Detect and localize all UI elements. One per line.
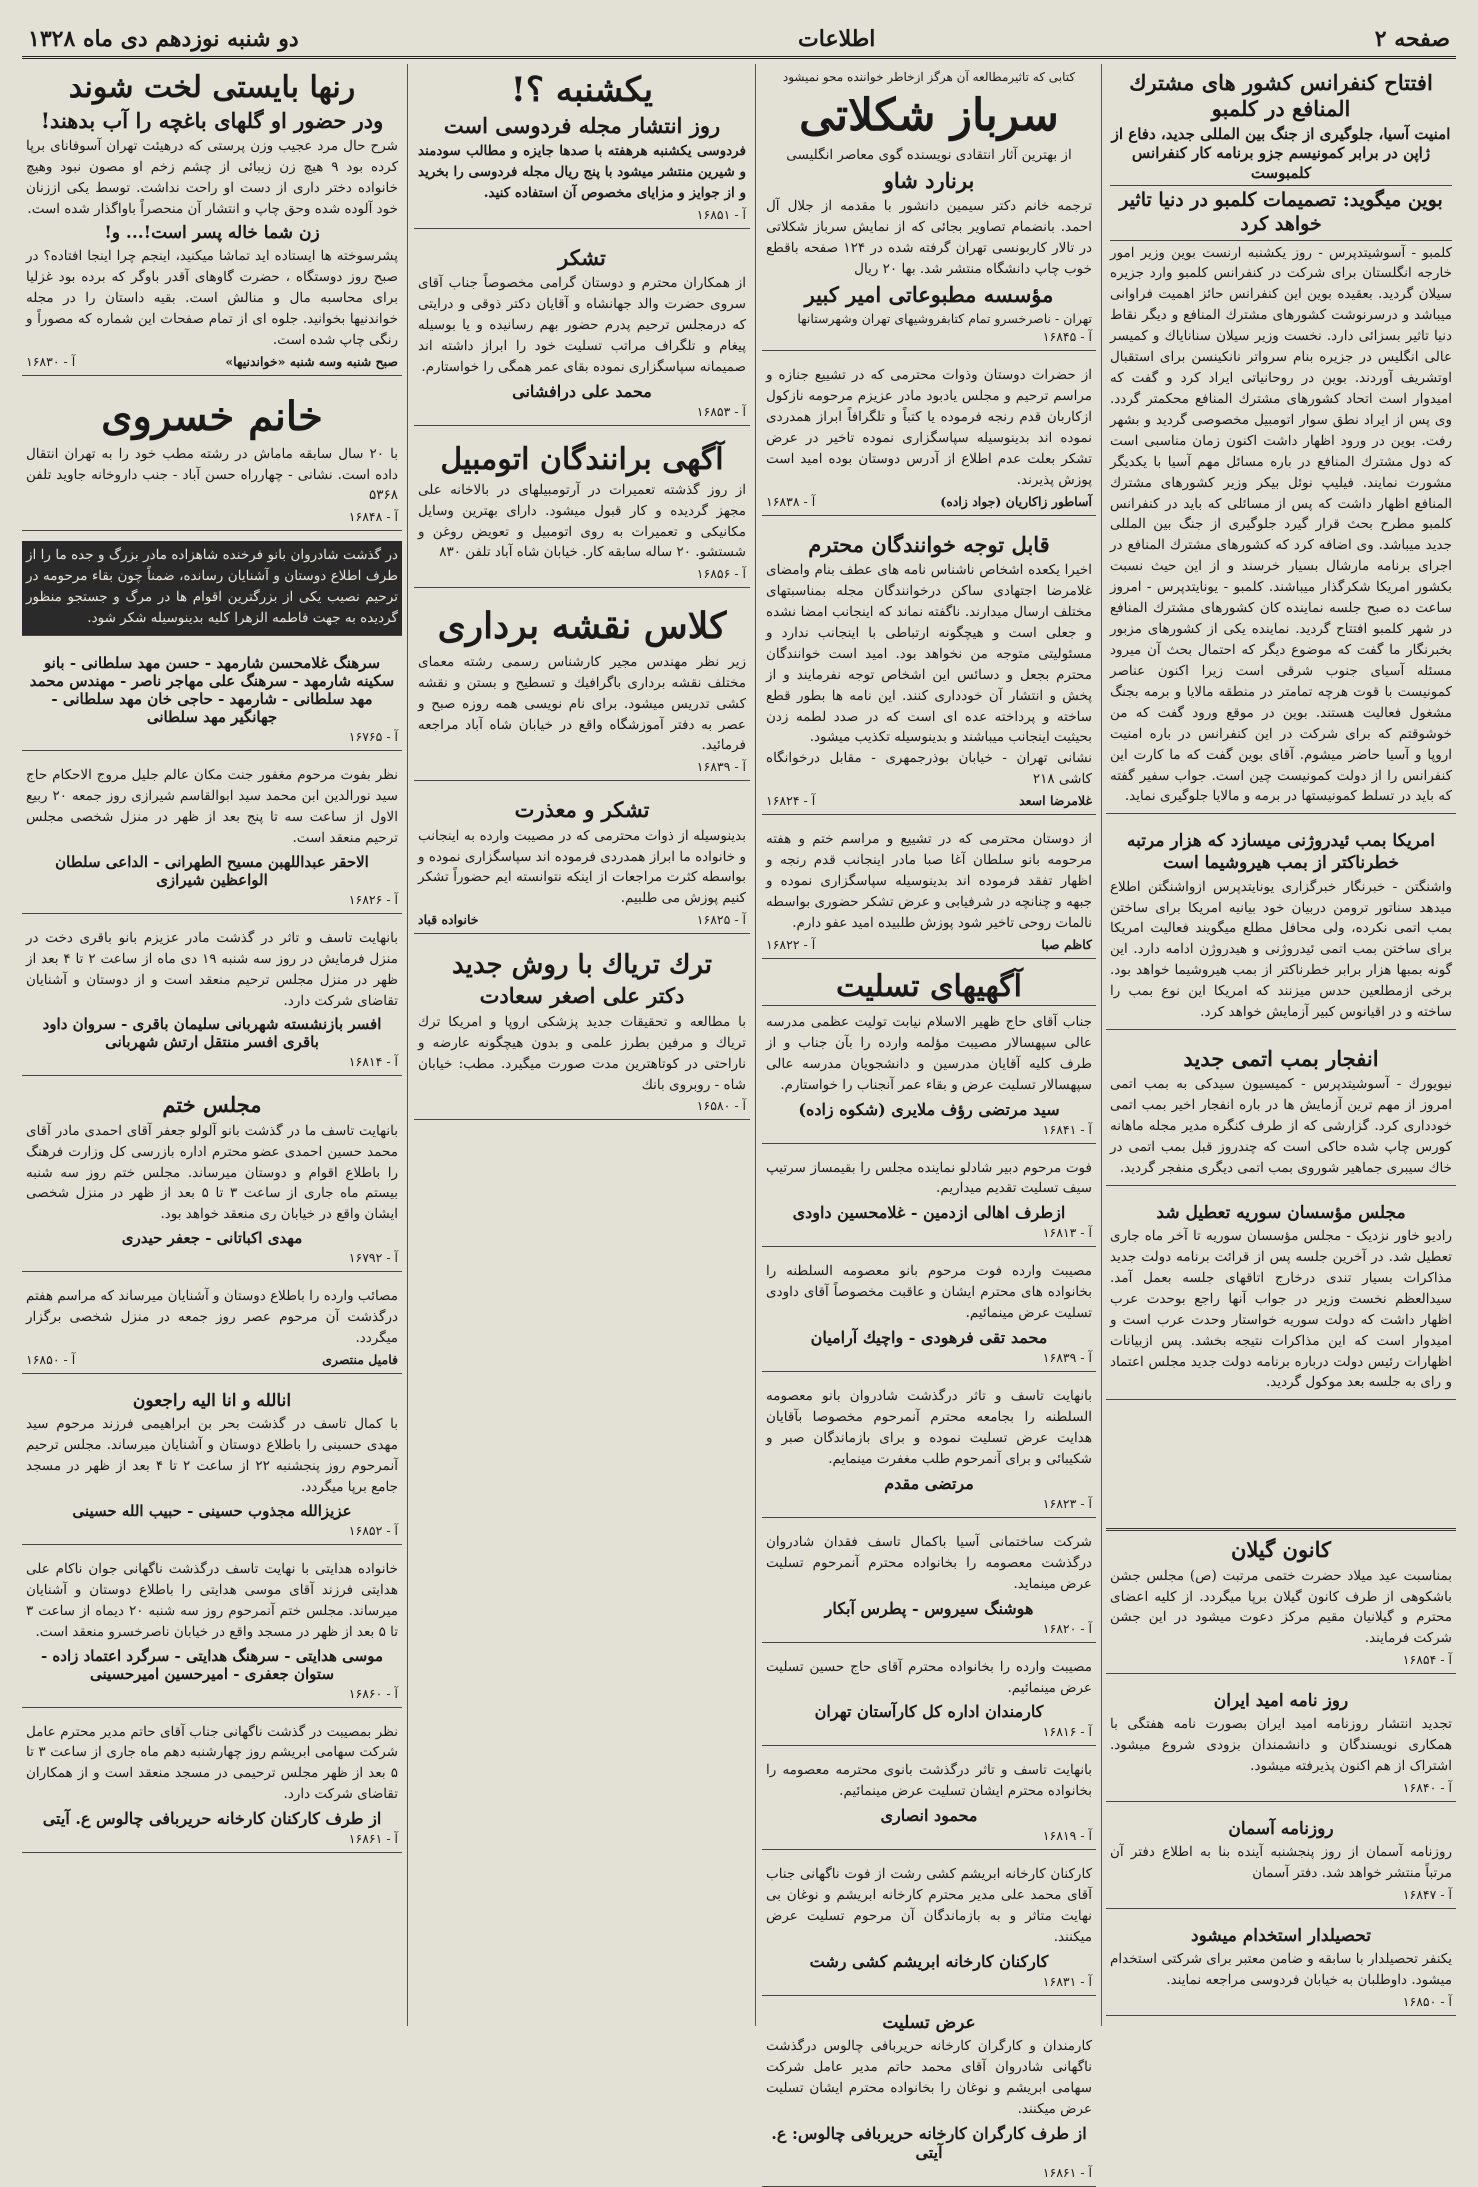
- ad-thanks-dark: [22, 541, 402, 636]
- ad-body: تجدید انتشار روزنامه امید ایران بصورت نامه هفتگی با همکاری نویسندگان و دانشمندان بزودی شروع میشود. اشتراک از هم اکنون پذیرفته میشود.: [1110, 1716, 1452, 1775]
- ad-body: بانهایت تاسف و تاثر درگذشت بانوی محترمه معصومه را بخانواده محترم ایشان تسلیت عرض مینمائیم.: [766, 1762, 1092, 1800]
- ad-code: آ - ۱۶۸۱۴: [348, 1054, 398, 1070]
- ad-code: آ - ۱۶۸۲۵: [696, 912, 746, 928]
- ad-code: آ - ۱۶۷۹۲: [348, 1250, 398, 1266]
- ad-thanks-dark-names: [22, 646, 402, 751]
- ad-code: آ - ۱۶۸۵۳: [696, 403, 746, 419]
- page-number: صفحه ۲: [1374, 26, 1450, 52]
- subheadline: روز انتشار مجله فردوسی است: [443, 112, 721, 138]
- ad-code: آ - ۱۶۸۵۲: [348, 1522, 398, 1538]
- ad-body: با کمال تاسف در گذشت بحر بن ابراهیمی فرزند مرحوم سید مهدی حسینی را باطلاع دوستان و آشنایان میرساند. مجلس ترحیم آنمرحوم روز پنجشنبه ۲۲ از ساعت ۲ تا ۴ بعد از ظهر در مسجد جامع برپا میگردد.: [26, 1416, 398, 1495]
- ad-code: آ - ۱۶۸۵۴: [1402, 1652, 1452, 1668]
- book-intro: کتابی که تاثیرمطالعه آن هرگز ازخاطر خواننده محو نمیشود: [782, 70, 1076, 84]
- ad-code: آ - ۱۶۸۱۳: [1042, 1225, 1092, 1241]
- condolence-5: [762, 1528, 1096, 1643]
- ad-body: کارمندان و کارگران کارخانه حریربافی چالوس درگذشت ناگهانی شادروان آقای محمد حاتم مدیر عامل شرکت سهامی ابریشم و نوغان را بخانواده محترم ایشان تسلیت عرض میکنند.: [766, 2038, 1092, 2117]
- ad-thanks-2: [762, 825, 1096, 959]
- book-subtitle: از بهترین آثار انتقادی نویسنده گوی معاصر انگلیسی: [786, 147, 1072, 164]
- ad-names: افسر بازنشسته شهربانی سلیمان باقری - سروان داود باقری افسر منتقل ارتش شهربانی: [42, 1015, 382, 1052]
- issue-date: دو شنبه نوزدهم دی ماه ۱۳۲۸: [28, 26, 299, 52]
- ad-opium: [414, 944, 750, 1120]
- ad-sign: محمود انصاری: [880, 1806, 978, 1826]
- ad-subhead: زن شما خاله پسر است!... و!: [104, 222, 320, 243]
- ad-code: آ - ۱۶۸۳۱: [1042, 1973, 1092, 1989]
- ad-code: آ - ۱۶۸۶۱: [1042, 2164, 1092, 2180]
- condolence-3: [762, 1257, 1096, 1372]
- article-body: نیویورك - آسوشیتدپرس - کمیسیون سیدکی به بمب اتمی امروز از مهم ترین آزمایش ها در باره انفجار اخیر بمب اتمی خودداری کرد. گزارشی که از طرف کنگره مدیر مجله ماهانه کورس چاپ شده حاکی است که چندروز قبل بمب اتمی در خاك سیبری جماهیر شوروی بمب اتمی دیگری منفجر گردید.: [1110, 1076, 1452, 1176]
- ad-body: از روز گذشته تعمیرات در آرتومبیلهای در بالاخانه علی مجهز گردیده و کار قبول میشود. دارای بهترین وسایل مکانیکی و تعمیرات به روی اتومبیل و تعویض روغن و شستشو. ۲۰ ساله سابقه کار. خیابان شاه آباد تلفن ۸۳۰: [418, 481, 746, 561]
- small-ads: [1106, 1528, 1456, 2026]
- ad-sign: کاظم صبا: [1041, 936, 1092, 952]
- notice-chalus: [22, 1718, 402, 1854]
- ad-aseman: [1106, 1812, 1456, 1909]
- ad-footer: صبح شنبه وسه شنبه «خواندنیها»: [225, 353, 398, 369]
- headline: عرض تسلیت: [882, 2012, 976, 2033]
- headline: تشکر: [558, 244, 606, 270]
- ad-sign: هوشنگ سیروس - پطرس آبکار: [824, 1598, 1034, 1618]
- ad-thanks-1: [762, 361, 1096, 516]
- paper-name: اطلاعات: [798, 26, 876, 52]
- ad-sign: فامیل منتصری: [322, 1352, 398, 1368]
- ad-sunday: [414, 64, 750, 229]
- article-syria: [1106, 1196, 1456, 1400]
- subheadline: ودر حضور او گلهای باغچه را آب بدهند!: [40, 108, 384, 133]
- notice-hedayati: [22, 1555, 402, 1708]
- ad-body: از دوستان محترمی که در تشییع و مراسم ختم و هفته مرحومه بانو سلطان آغا صبا مادر اینجانب قدم رنجه و اظهار تفقد فرموده اند بدینوسیله سپاسگزاری نموده و جبهه و چنانچه در شرفیابی و عرض تشکر حضوری بواسطه نالمات روحی تاخیر شود پوزش طلبیده امید عفو دارم.: [766, 831, 1092, 931]
- ad-book: [762, 64, 1096, 351]
- ad-code: آ - ۱۶۵۸۰: [696, 1098, 746, 1114]
- headline: مجلس مؤسسان سوریه تعطیل شد: [1156, 1202, 1406, 1223]
- ad-code: آ - ۱۶۸۳۹: [1042, 1350, 1092, 1366]
- notice-2: [22, 924, 402, 1077]
- ad-code: آ - ۱۶۸۵۰: [26, 1352, 76, 1368]
- ad-code: آ - ۱۶۸۲۲: [766, 936, 816, 952]
- section-condolences: آگهیهای تسلیت: [762, 969, 1096, 1006]
- ad-body: مصیبت وارده فوت مرحوم بانو معصومه السلطنه را بخانواده های محترم ایشان و عاقبت مخصوصاً آقای داودی تسلیت عرض مینمائیم.: [766, 1263, 1092, 1322]
- headline: تحصیلدار استخدام میشود: [1191, 1926, 1371, 1947]
- headline: کانون گیلان: [1230, 1537, 1332, 1563]
- ad-body-2: پشرسوخته ها ایستاده اید تماشا میکنید، اینجم چرا اینجا افتاده؟ در صبح روز دوستگاه ، حضرت گاوهای آقدر باوگر که برده بود غزلیا برای محاسبه مال و منالش است. بقیه داستان را در مجله خواندنیها بخوانید. جلوه ای از تمام صفحات این شماره که مصوراً و رنگی چاپ شده است.: [26, 248, 398, 348]
- headline: انفجار بمب اتمی جدید: [1183, 1046, 1379, 1072]
- article-body: واشنگتن - خبرنگار خبرگزاری یونایتدپرس ازواشنگتن اطلاع میدهد سناتور ترومن دربیان خود بیانیه امریکا برای ساختن بمب اتمی نکرده، ولی محافل مطلع میگویند فعالیت امریکا برای ساختن بمب اتمی ئیدروژنی و هیدروژن ادامه دارد. این گونه بمبها هزار برابر خطرناکتر از بمب هیروشیما خواهد بود. برخی ازمطلعین حدس میزنند که امریکا این نوع بمب را ساخته و در اقیانوس کبیر آزمایش خواهد کرد.: [1110, 878, 1452, 1021]
- ad-code: آ - ۱۶۸۴۸: [348, 509, 398, 525]
- article-body: کلمبو - آسوشیتدپرس - روز یکشنبه ارنست بوین وزیر امور خارجه انگلستان برای شرکت در کنفرانس کلمبو وارد جزیره سیلان گردید. بعقیده بوین این کنفرانس حائز اهمیت فراوانی میباشد و درسرنوشت کشورهای مشترك المنافع و دیگر نقاط دنیا تاثیر بسزائی دارد. نخست وزیر سیلان سناناياك و کمیسر عالی انگلیس در جزیره بنام سرواتر نانکینسن برای استقبال اوتشریف آوردند. بوین در روحانیاتی ایراد کرد و گفت که امیدوار است اتحاد کشورهای مشترك المنافع محکمتر گردد. وی پس از ایراد نطق سوار اتومبیل مخصوصی گردید و بشهر رفت. بوین در ورود اظهار داشت اکنون زمان مناسبی است که دول مشترك المنافع در باره مسائل مهم آسیا با یکدیگر مشورت نمایند. فیلیپ نوئل بیکر وزیر کشورهای مشترك المنافع اظهار داشت که پس از مسائلی که باید در کنفرانس کلمبو مطرح بحث قرار گیرد جلوگیری از جنگ بین المللی جدید میباشد. وی اضافه کرد که کشورهای مشترك المنافع در اجرای برنامه مارشال بسیار خرسند و از این حیث نسبت بکشور امریکا شکرگذار میباشند. کلمبو - یونایتدپرس - امروز ساعت ده صبح جلسه نماینده کان کشورهای مشترك المنافع در شهر کلمبو افتتاح گردید. نماینده یکی از کشورهای مزبور بخبرنگار ما گفت که موضوع دیگر که احتمال بحث آن میرود مسئله آسیای جنوب شرقی است زیرا اکنون عناصر کمونیست با قوت هرچه تمامتر در منطقه مالایا و برمه بجنگ مشغول فعالیت هستند. بوین در موقع ورود گفت که من خوشوقتم که برای شرکت در این کنفرانس در باره امنیت اروپا و آسیا حاضر میشوم. آقای بوین گفت که ما کارت این کنفرانس را از دولت کمونیست چین است. جواب سفیر گفته که باید در تسلط کمونیستها در برمه و مالایا جلوگیری نماید.: [1110, 244, 1452, 805]
- ad-body: شرح حال مرد عجیب وزن پرستی که درهیئت تهران آسوفانای برپا کرده بود ۹ هیچ زن زیبائی از چشم زخم او مصون نبود وهیچ خانواده دختر داری از دست او راحت نداشت. توسط یکی اززنان خود آلوده شده وحق چاپ و انتشار آن منحصراً باواگذار شده است.: [26, 138, 398, 218]
- ad-sign: غلامرضا اسعد: [1019, 793, 1092, 809]
- ad-body: نظر بمصیبت در گذشت ناگهانی جناب آقای حاتم مدیر محترم عامل شرکت سهامی ابریشم روز چهارشنبه دهم ماه جاری از ساعت ۳ تا ۵ بعد از ظهر مجلس ترحیمی در مسجد منعقد است و از همکاران تقاضای شرکت دارد.: [26, 1723, 398, 1803]
- ad-code: آ - ۱۶۸۱۹: [1042, 1828, 1092, 1844]
- ad-khandaniha: [22, 64, 402, 376]
- ad-body: بدینوسیله از ذوات محترمی که در مصیبت وارده به اینجانب و خانواده ما ابراز همدردی فرموده اند سپاسگزاری نموده و بواسطه کثرت مراجعات از اینکه نتوانسته ایم حضوراً تشکر کنیم پوزش می طلبیم.: [418, 827, 746, 907]
- book-author: برنارد شاو: [883, 168, 975, 194]
- ad-body: فوت مرحوم دبیر شادلو نماینده مجلس را بقیمساز سرتیپ سیف تسلیت تقدیم میداریم.: [766, 1159, 1092, 1197]
- ad-code: آ - ۱۶۸۵۰: [1402, 1994, 1452, 2009]
- ad-sign: محمد علی درافشانی: [512, 381, 652, 401]
- headline: رنها بایستی لخت شوند: [68, 70, 356, 105]
- ad-names: عزیزالله مجذوب حسینی - حبیب الله حسینی: [72, 1501, 352, 1520]
- notice-innalillah: [22, 1384, 402, 1545]
- ad-sign: ازطرف اهالی ازدمین - غلامحسین داودی: [792, 1203, 1066, 1223]
- ad-sign: کارمندان اداره کل کارآستان تهران: [814, 1702, 1044, 1722]
- ad-readers: [762, 526, 1096, 815]
- masthead: [22, 22, 1456, 59]
- headline: قابل توجه خوانندگان محترم: [808, 531, 1050, 557]
- headline: کلاس نقشه برداری: [437, 605, 727, 648]
- ad-sign: سید مرتضی رؤف ملایری (شکوه زاده): [798, 1099, 1060, 1119]
- ad-body: با مطالعه و تحقیقات جدید پزشکی اروپا و امریکا ترك تریاك و مرفین بطرز علمی و بدون هیچگونه عارضه و ناراحتی در کوتاهترین مدت صورت میگیرد. مطب: خیابان شاه - روبروی بانك: [418, 1013, 746, 1093]
- book-title: سرباز شکلاتی: [799, 89, 1059, 141]
- ad-body: با ۲۰ سال سابقه ماماش در رشته مطب خود را به تهران انتقال داده است. نشانی - چهارراه حسن آباد - جنب داروخانه جاوید تلفن ۵۳۶۸: [26, 445, 398, 504]
- ad-body: در گذشت شادروان بانو فرخنده شاهزاده مادر بزرگ و جده ما را از طرف اطلاع دوستان و آشنایان رسانده، ضمناً چون بقاء مرحومه در ترحیم نصیب یکی از بزرگترین اقوام ها در مرگ و جستجو منظور گردیده به جهت فاطمه الزهرا کلیه بدینوسیله شکر شود.: [26, 547, 398, 627]
- ad-khosravi: [22, 386, 402, 532]
- condolence-7: [762, 1756, 1096, 1850]
- condolence-4: [762, 1382, 1096, 1518]
- headline: یکشنبه ؟!: [510, 70, 654, 110]
- condolence-1: [762, 1008, 1096, 1144]
- ad-body: اخیرا یکعده اشخاص ناشناس نامه های عطف بنام وامضای غلامرضا اجتهادی ساکن درخوانندگان مجله بمناسبتهای مختلف ارسال میدارند. ناگفته نماند که اینجانب امضا نشده و جعلی است و هیچگونه ارتباطی با اینجانب ندارد و مسئولیتی متوجه من نخواهد بود. امید است خوانندگان محترم بجعل و دسائس این اشخاص توجه نفرمایند و از پخش و انتشار آن خودداری کنند. این نامه ها بطور قطع ساخته و پرداخته عده ای است که در صدد لطمه زدن بحیثیت اینجانب میباشند و بدینوسیله تکذیب میشود.: [766, 562, 1092, 746]
- headline: خانم خسروی: [101, 392, 323, 440]
- ad-body: بانهایت تاسف و تاثر در گذشت مادر عزیزم بانو باقری دخت در منزل فرمایش در روز سه شنبه ۱۹ دی ماه از ساعت ۲ تا ۴ بعد از ظهر در منزل مجلس ترحیم منعقد است و از دوستان و آشنایان تقاضای شرکت دارد.: [26, 929, 398, 1009]
- headline: آگهی برانندگان اتومبیل: [440, 441, 724, 477]
- ad-sign: خانواده قباد: [418, 912, 479, 928]
- ad-code: آ - ۱۶۸۵۱: [696, 206, 746, 222]
- headline: ترك تریاك با روش جدید: [452, 950, 712, 981]
- article-colombo: [1106, 64, 1456, 814]
- column-ads-2: [414, 64, 750, 2026]
- ad-code: آ - ۱۶۸۵۶: [696, 566, 746, 582]
- ad-code: آ - ۱۶۸۲۴: [766, 793, 816, 809]
- ad-body: یکنفر تحصیلدار با سابقه و ضامن معتبر برای شرکتی استخدام میشود. داوطلبان به خیابان فردوسی مراجعه نمایند.: [1110, 1951, 1452, 1989]
- ad-body: بانهایت تاسف و تاثر درگذشت شادروان بانو معصومه السلطنه را بجامعه محترم آنمرحوم مخصوصا بآقایان هدایت عرض تسلیت نموده و برای بازماندگان صبر و شکیبائی و برای آنمرحوم طلب مغفرت مینمایم.: [766, 1388, 1092, 1467]
- ad-body: مصائب وارده را باطلاع دوستان و آشنایان میرساند که مراسم هفتم درگذشت آن مرحوم عصر روز جمعه در منزل شخصی برگزار میگردد.: [26, 1288, 398, 1347]
- ad-code: آ - ۱۶۷۶۵: [348, 729, 398, 745]
- ad-body: مصیبت وارده را بخانواده محترم آقای حاج حسین تسلیت عرض مینمائیم.: [766, 1658, 1092, 1696]
- headline-bevin: بوین میگوید: تصمیمات کلمبو در دنیا تاثیر خواهد کرد: [1110, 185, 1452, 241]
- ad-body: از همکاران محترم و دوستان گرامی مخصوصاً جناب آقای سروی حضرت والد جهانشاه و آقایان دکتر ذوقی و درایتی که درمجلس ترحیم پدرم حضور بهم رسانیده و یا بوسیله پیغام و تلگراف مراتب تسلیت خود را ابراز داشته اند صمیمانه سپاسگزاری نموده بقای عمر همگی را خواستارم.: [418, 275, 746, 375]
- ad-body: روزنامه آسمان از روز پنجشنبه آینده بنا به اطلاع دفتر آن مرتباً منتشر خواهد شد. دفتر آسمان: [1110, 1844, 1452, 1882]
- column-ads-3: [22, 64, 402, 2026]
- headline: روزنامه آسمان: [1228, 1819, 1334, 1840]
- condolence-2: [762, 1154, 1096, 1248]
- ad-body: فردوسی یکشنبه هرهفته با صدها جایزه و مطالب سودمند و شیرین منتشر میشود با پنج ریال مجله فردوسی را بخرید و از جوایز و مزایای مخصوص آن استفاده کنید.: [418, 143, 746, 201]
- ad-body: شرکت ساختمانی آسیا باکمال تاسف فقدان شادروان درگذشت معصومه را بخانواده محترم آنمرحوم تسلیت عرض مینماید.: [766, 1533, 1092, 1592]
- headline: تشکر و معذرت: [514, 797, 650, 823]
- ad-code: آ - ۱۶۸۶۱: [348, 1831, 398, 1847]
- ad-code: آ - ۱۶۸۲۶: [348, 891, 398, 907]
- headline: روز نامه امید ایران: [1213, 1691, 1349, 1712]
- publisher: مؤسسه مطبوعاتی امیر کبیر: [804, 282, 1054, 308]
- headline: امریکا بمب ئیدروژنی میسازد که هزار مرتبه خطرناکتر از بمب هیروشیما است: [1127, 831, 1435, 874]
- ad-address: نشانی تهران - خیابان بوذرجمهری - مقابل درخوانگاه کاشی ۲۱۸: [766, 750, 1092, 788]
- article-explosion: [1106, 1040, 1456, 1186]
- ad-names: مهدی اکباتانی - جعفر حیدری: [121, 1229, 303, 1248]
- ad-thanks-tashakkor: [414, 239, 750, 426]
- ad-code: آ - ۱۶۸۳۹: [696, 759, 746, 775]
- condolence-6: [762, 1653, 1096, 1747]
- ad-names: الاحقر عبداللهبن مسیح الطهرانی - الداعی سلطان الواعظین شیرازی: [55, 852, 369, 889]
- ad-auto: [414, 436, 750, 589]
- ad-names: موسی هدایتی - سرهنگ هدایتی - سرگرد اعتماد زاده - ستوان جعفری - امیرحسین امیرحسینی: [40, 1646, 383, 1683]
- article-america: [1106, 824, 1456, 1030]
- ad-code: آ - ۱۶۸۳۸: [766, 493, 816, 509]
- publisher-address: تهران - ناصرخسرو تمام کتابفروشیهای تهران وشهرستانها: [797, 311, 1092, 327]
- ad-body: از حضرات دوستان وذوات محترمی که در تشییع جنازه و مراسم ترحیم و مجلس یادبود مادر عزیزم مرحومه نازکول ازکاربان قدم رنجه فرموده یا کتباً و تلگرافاً ابراز همدردی نموده اند بدینوسیله سپاسگزاری نموده تاخیر در عرض تشکر بعلت عدم اطلاع از آدرس دوستان بوده امید است پوزش پذیرند.: [766, 367, 1092, 488]
- condolence-9: [762, 2006, 1096, 2187]
- notice-khatm: [22, 1086, 402, 1272]
- column-ads-1: [762, 64, 1096, 2180]
- notice-famil: [22, 1282, 402, 1374]
- ad-sign: مرتضی مقدم: [884, 1473, 974, 1493]
- ad-body: خانواده هدایتی با نهایت تاسف درگذشت ناگهانی جوان ناکام علی هدایتی فرزند آقای موسی هدایتی را باطلاع دوستان و آشنایان میرساند. مجلس ختم آنمرحوم روز سه شنبه ۲۰ دیماه از ساعت ۳ تا ۵ بعد از ظهر در مسجد واقع در خیابان ناصرخسرو منعقد است.: [26, 1560, 398, 1640]
- ad-apology: [414, 791, 750, 934]
- ad-sign: از طرف کارکنان کارخانه حریربافی چالوس ع. آیتی: [42, 1809, 382, 1829]
- ad-code: آ - ۱۶۸۴۵: [1042, 329, 1092, 345]
- ad-names: سرهنگ غلامحسن شارمهد - حسن مهد سلطانی - بانو سکینه شارمهد - سرهنگ علی مهاجر ناصر - مهندس محمد مهد سلطانی - شارمهد - حاجی خان مهد سلطانی - جهانگیر مهد سلطانی: [29, 654, 395, 727]
- ad-sign: از طرف کارگران کارخانه حریربافی چالوس: ع. آیتی: [771, 2123, 1087, 2162]
- book-body: ترجمه خانم دکتر سیمین دانشور با مقدمه از جلال آل احمد. بانضمام تصاویر بجائی که از نمایش سرباز شکلاتی در تالار کاربونسی تهران گرفته شده در ۱۲۴ صفحه باقطع خوب چاپ دانشگاه منتشر شد. بها ۲۰ ریال: [766, 198, 1092, 278]
- ad-code: آ - ۱۶۸۴۷: [1402, 1887, 1452, 1903]
- ad-body: بانهایت تاسف ما در گذشت بانو آلولو جعفر آقای احمدی مادر آقای محمد حسین احمدی عضو محترم اداره بازرسی کل وزارت فرهنگ را باطلاع اقوام و دوستان میرساند. مجلس ختم روز سه شنبه بیستم ماه جاری از ساعت ۳ تا ۵ بعد از ظهر در منزل شخصی ایشان واقع در خیابان ری منعقد خواهد بود.: [26, 1122, 399, 1223]
- ad-code: آ - ۱۶۸۲۰: [1042, 1620, 1092, 1636]
- ad-code: آ - ۱۶۸۲۳: [1042, 1495, 1092, 1511]
- headline: افتتاح کنفرانس کشور های مشترك المنافع در کلمبو: [1129, 70, 1433, 122]
- ad-omid: [1106, 1684, 1456, 1802]
- ad-body: بمناسبت عید میلاد حضرت ختمی مرتبت (ص) مجلس جشن باشکوهی از طرف کانون گیلان برپا میگردد. از کلیه اعضای محترم و گیلانیان مقیم مرکز دعوت میشود در این جشن شرکت فرمایند.: [1110, 1567, 1452, 1647]
- ad-body: نظر بفوت مرحوم مغفور جنت مکان عالم جلیل مروج الاحکام حاج سید نورالدین ابن محمد سید ابوالقاسم شیرازی روز جمعه ۲۰ ربیع الاول از ساعت سه تا پنج بعد از ظهر در منزل شخصی مجلس ترحیم منعقد است.: [26, 767, 398, 846]
- doctor-name: دکتر علی اصغر سعادت: [479, 983, 685, 1009]
- ad-body: زیر نظر مهندس مجیر کارشناس رسمی رشته معمای مختلف نقشه برداری باگرافیك و تسطیح و بستن و نقشه کشی تدریس میشود. برای نام نویسی همه روزه صبح و عصر به دفتر آموزشگاه واقع در خیابان شاه آباد مراجعه فرمائید.: [418, 653, 746, 754]
- article-body: رادیو خاور نزدیک - مجلس مؤسسان سوریه تا آخر ماه جاری تعطیل شد. در آخرین جلسه پس از قرائت برنامه دولت جدید مذاکرات بسیار تندی درخارج اتاقهای جلسه بعمل آمد. سیدالعظم نخست وزیر در جواب آنها راجع بوحدت عرب اظهار داشت که دولت سوریه خواستار وحدت عرب است و امیدوار است که این مذاکرات نتیجه بخشد. پس ازبیانات اظهارات رئیس دولت درباره برنامه دولت جدید مجلس اعتماد و رای به جلسه بعد موکول گردید.: [1110, 1227, 1452, 1391]
- subheadline: امنیت آسیا، جلوگیری از جنگ بین المللی جدید، دفاع از ژاپن در برابر کمونیسم جزو برنامه کار کنفرانس کلمبوست: [1111, 124, 1451, 182]
- condolence-8: [762, 1860, 1096, 1996]
- ad-code: آ - ۱۶۸۳۰: [26, 353, 76, 369]
- ad-code: آ - ۱۶۸۴۱: [1042, 1121, 1092, 1137]
- headline: مجلس ختم: [162, 1092, 262, 1118]
- ad-code: آ - ۱۶۸۱۶: [1042, 1724, 1092, 1740]
- ad-code: آ - ۱۶۸۶۰: [348, 1685, 398, 1701]
- notice-1: [22, 761, 402, 914]
- ad-body: کارکنان کارخانه ابریشم کشی رشت از فوت ناگهانی جناب آقای محمد علی مدیر محترم کارخانه ابریشم و نوغان بی نهایت متاثر و به بازماندگان آن مرحوم تسلیت عرض میکنند.: [766, 1866, 1092, 1946]
- ad-hire: [1106, 1919, 1456, 2016]
- ad-sign: آساطور زاکاریان (جواد زاده): [940, 493, 1092, 509]
- ad-sign: کارکنان کارخانه ابریشم کشی رشت: [809, 1951, 1049, 1971]
- ad-body: جناب آقای حاج ظهیر الاسلام نیابت تولیت عظمی مدرسه عالی سپهسالار مصیبت مؤلمه وارده را بآن جناب و از طرف کلیه آقایان مدرسین و دانشجویان مدرسه عالی سپهسالار تسلیت عرض و بقاء عمر آنجناب را خواستارم.: [766, 1013, 1092, 1093]
- ad-sign: محمد تقی فرهودی - واچیك آرامیان: [810, 1328, 1048, 1348]
- ad-code: آ - ۱۶۸۴۰: [1402, 1780, 1452, 1796]
- headline: انالله و انا الیه راجعون: [132, 1391, 292, 1412]
- ad-class: [414, 598, 750, 781]
- ad-kanoon: [1106, 1531, 1456, 1674]
